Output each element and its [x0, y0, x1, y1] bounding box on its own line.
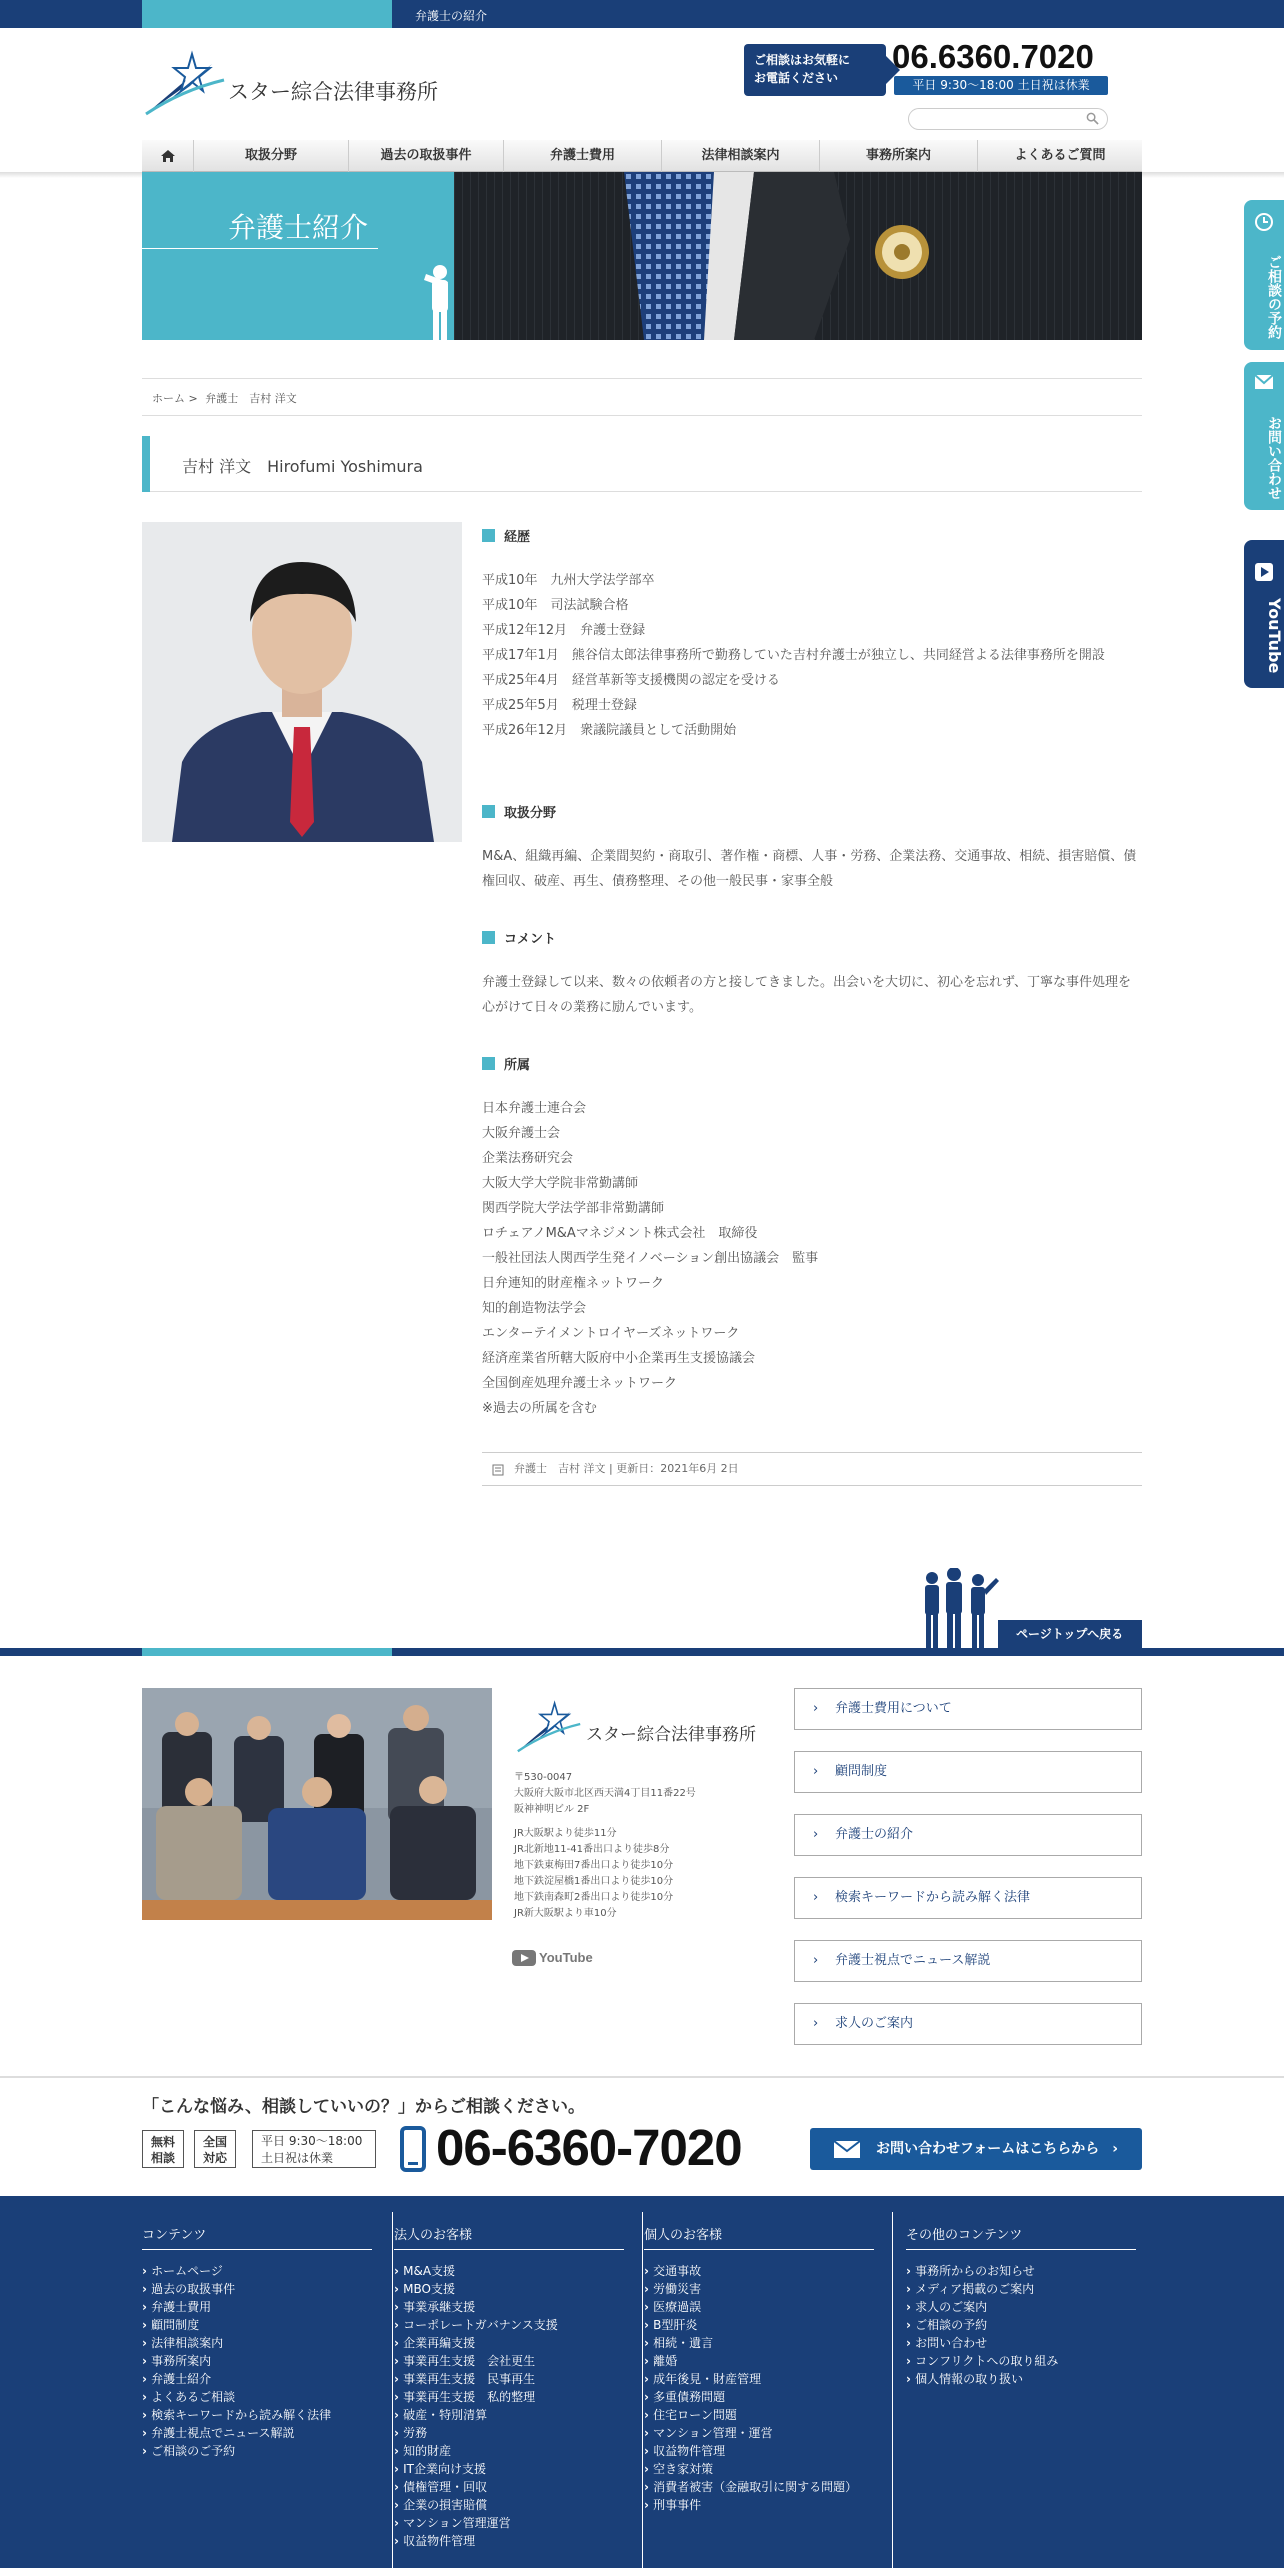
nav-home[interactable] [142, 140, 194, 172]
footer-nav-link[interactable]: › メディア掲載のご案内 [906, 2280, 1136, 2298]
lawyer-portrait [142, 522, 462, 842]
nav-office[interactable]: 事務所案内 [820, 140, 978, 172]
access-line: JR北新地11-41番出口より徒歩8分 [514, 1844, 670, 1855]
hours-line: 平日 9:30〜18:00 [261, 2134, 363, 2148]
tel-badge-line1: ご相談はお気軽に [754, 53, 851, 67]
affiliation-line: 知的創造物法学会 [482, 1301, 587, 1316]
section-career-body [482, 568, 1142, 743]
affiliation-line: エンターテイメントロイヤーズネットワーク [482, 1326, 740, 1341]
footer-nav-link[interactable]: › ご相談のご予約 [142, 2442, 372, 2460]
affiliation-line: 企業法務研究会 [482, 1151, 574, 1166]
breadcrumb-current: 弁護士 吉村 洋文 [205, 392, 297, 405]
section-career-heading [482, 526, 530, 545]
access-line: 地下鉄東梅田7番出口より徒歩10分 [514, 1860, 674, 1871]
footer-link-news[interactable] [794, 1940, 1142, 1982]
page-top-button[interactable]: ページトップへ戻る [998, 1620, 1142, 1648]
section-career-title: 経歴 [504, 530, 531, 545]
footer-link-lawyers[interactable] [794, 1814, 1142, 1856]
chevron-right-icon: › [813, 1890, 819, 1905]
nav-consultation[interactable]: 法律相談案内 [662, 140, 820, 172]
footer-nav-link[interactable]: › 事業再生支援 会社更生 [394, 2352, 624, 2370]
section-marker [482, 931, 495, 944]
team-photo [142, 1688, 492, 1920]
site-logo[interactable] [142, 50, 442, 120]
footer-nav-link[interactable]: › 事務所案内 [142, 2352, 372, 2370]
footer-nav-link[interactable]: › 知的財産 [394, 2442, 624, 2460]
smartphone-icon [400, 2126, 426, 2172]
play-icon [1254, 562, 1274, 582]
career-line: 平成25年5月 税理士登録 [482, 698, 637, 713]
suit-lapel-image [454, 172, 1142, 340]
access-line: JR大阪駅より徒歩11分 [514, 1828, 617, 1839]
footer-link-keywords[interactable] [794, 1877, 1142, 1919]
global-nav [142, 140, 1142, 172]
footer-logo[interactable] [514, 1700, 774, 1756]
top-bar-accent [142, 0, 392, 28]
address-line [514, 1818, 696, 1826]
affiliation-line: 関西学院大学法学部非常勤講師 [482, 1201, 665, 1216]
contact-form-button-label: お問い合わせフォームはこちらから [876, 2141, 1100, 2157]
career-line: 平成25年4月 経営革新等支援機関の認定を受ける [482, 673, 780, 688]
footer-nav-link[interactable]: › 消費者被害（金融取引に関する問題） [644, 2478, 874, 2496]
logo-text: スター綜合法律事務所 [228, 80, 438, 104]
consult-divider [0, 2076, 1284, 2078]
footer-nav-column-title: コンテンツ [142, 2224, 372, 2250]
lawyer-name-heading [142, 436, 1142, 492]
footer-nav-column-title: その他のコンテンツ [906, 2224, 1136, 2250]
footer-nav-column-contents [142, 2224, 372, 2460]
footer-nav-column-other [906, 2224, 1136, 2388]
section-affiliation-title: 所属 [504, 1058, 531, 1073]
section-comment-heading [482, 928, 556, 947]
career-line: 平成10年 九州大学法学部卒 [482, 573, 655, 588]
team-photo-image [142, 1688, 492, 1920]
footer-nav-link[interactable]: › 収益物件管理 [644, 2442, 874, 2460]
section-practice-heading [482, 802, 556, 821]
footer-nav-link[interactable]: › IT企業向け支援 [394, 2460, 624, 2478]
post-meta [482, 1452, 1142, 1486]
affiliation-line: 全国倒産処理弁護士ネットワーク [482, 1376, 678, 1391]
youtube-label: YouTube [539, 1950, 593, 1965]
footer-nav-link[interactable]: › 事業承継支援 [394, 2298, 624, 2316]
banner-title-panel [142, 172, 454, 340]
footer-nav-link[interactable]: › ご相談の予約 [906, 2316, 1136, 2334]
footer-nav-link[interactable]: › 離婚 [644, 2352, 874, 2370]
side-tab-reservation-label: ご相談の予約 [1266, 255, 1282, 339]
footer-nav-link[interactable]: › M&A支援 [394, 2262, 624, 2280]
footer-nav-link[interactable]: › コーポレートガバナンス支援 [394, 2316, 624, 2334]
footer-nav-link[interactable]: › 過去の取扱事件 [142, 2280, 372, 2298]
breadcrumb [152, 390, 297, 406]
mail-icon [1254, 374, 1274, 390]
hours-line: 土日祝は休業 [261, 2151, 334, 2165]
footer-nav-column-title: 個人のお客様 [644, 2224, 874, 2250]
chevron-right-icon: › [813, 1953, 819, 1968]
footer-nav-link[interactable]: › 個人情報の取り扱い [906, 2370, 1136, 2388]
chevron-right-icon: › [813, 1764, 819, 1779]
footer-nav-column-title: 法人のお客様 [394, 2224, 624, 2250]
banner-suit-photo [454, 172, 1142, 340]
footer-link-label: 求人のご案内 [835, 2016, 914, 2031]
footer-nav-link[interactable]: › 空き家対策 [644, 2460, 874, 2478]
clock-icon [1254, 212, 1274, 232]
footer-nav-link[interactable]: › 弁護士紹介 [142, 2370, 372, 2388]
footer-nav-link[interactable]: › 事業再生支援 民事再生 [394, 2370, 624, 2388]
footer-nav-separator [642, 2212, 643, 2568]
footer-nav-link[interactable]: › ホームページ [142, 2262, 372, 2280]
affiliation-line: 大阪大学大学院非常勤講師 [482, 1176, 639, 1191]
lawyer-name: 吉村 洋文 Hirofumi Yoshimura [182, 457, 423, 476]
chevron-right-icon: › [813, 1827, 819, 1842]
footer-address [514, 1770, 696, 1922]
footer-nav-link[interactable]: › 債権管理・回収 [394, 2478, 624, 2496]
career-line: 平成17年1月 熊谷信太郎法律事務所で勤務していた吉村弁護士が独立し、共同経営よる法律事務所を開設 [482, 648, 1105, 663]
badge-line: 全国 [202, 2135, 227, 2149]
mail-icon [834, 2141, 860, 2158]
free-consult-badge [142, 2130, 184, 2168]
footer-link-label: 検索キーワードから読み解く法律 [835, 1890, 1031, 1905]
badge-line: 相談 [150, 2151, 175, 2165]
footer-link-fees[interactable] [794, 1688, 1142, 1730]
affiliation-line: ※過去の所属を含む [482, 1401, 597, 1416]
chevron-right-icon: › [813, 2016, 819, 2031]
section-comment-body: 弁護士登録して以来、数々の依頼者の方と接してきました。出会いを大切に、初心を忘れず、丁寧な事件処理を心がけて日々の業務に励んでいます。 [482, 975, 1131, 1015]
footer-nav-column-individual [644, 2224, 874, 2514]
banner-divider [142, 248, 378, 249]
section-practice-body: M&A、組織再編、企業間契約・商取引、著作権・商標、人事・労務、企業法務、交通事故、相続、損害賠償、債権回収、破産、再生、債務整理、その他一般民事・家事全般 [482, 849, 1137, 889]
footer-nav-link[interactable]: › 多重債務問題 [644, 2388, 874, 2406]
footer-nav-link[interactable]: › 顧問制度 [142, 2316, 372, 2334]
chevron-right-icon: › [813, 1701, 819, 1716]
section-marker [482, 805, 495, 818]
nationwide-badge [194, 2130, 236, 2168]
nav-fees[interactable]: 弁護士費用 [504, 140, 662, 172]
footer-link-label: 弁護士の紹介 [835, 1827, 914, 1842]
footer-nav-list [394, 2262, 624, 2550]
tel-badge [744, 44, 886, 96]
career-line: 平成12年12月 弁護士登録 [482, 623, 646, 638]
footer-nav-link[interactable]: › 労務 [394, 2424, 624, 2442]
youtube-icon [512, 1950, 536, 1966]
footer-nav-link[interactable]: › コンフリクトへの取り組み [906, 2352, 1136, 2370]
footer-nav-link[interactable]: › 住宅ローン問題 [644, 2406, 874, 2424]
contact-form-button[interactable] [810, 2128, 1142, 2170]
footer-nav-link[interactable]: › MBO支援 [394, 2280, 624, 2298]
footer-logo-text: スター綜合法律事務所 [586, 1725, 756, 1745]
access-line: 地下鉄淀屋橋1番出口より徒歩10分 [514, 1876, 674, 1887]
portrait-image [142, 522, 462, 842]
affiliation-line: 大阪弁護士会 [482, 1126, 561, 1141]
footer-nav-link[interactable]: › 弁護士視点でニュース解説 [142, 2424, 372, 2442]
people-silhouette-icon [920, 1568, 1000, 1650]
footer-nav-link[interactable]: › 求人のご案内 [906, 2298, 1136, 2316]
search-icon[interactable] [1086, 112, 1099, 125]
footer-nav-list [142, 2262, 372, 2460]
footer-nav-link[interactable]: › 労働災害 [644, 2280, 874, 2298]
section-comment-title: コメント [504, 932, 557, 947]
nav-faq[interactable]: よくあるご質問 [1014, 148, 1106, 163]
footer-nav-link[interactable]: › 交通事故 [644, 2262, 874, 2280]
footer-nav-link[interactable]: › 企業の損害賠償 [394, 2496, 624, 2514]
access-line: JR新大阪駅より車10分 [514, 1908, 617, 1919]
document-icon [492, 1464, 504, 1476]
address-line: 大阪府大阪市北区西天満4丁目11番22号 [514, 1788, 696, 1799]
footer-nav-separator [892, 2212, 893, 2568]
access-line: 地下鉄南森町2番出口より徒歩10分 [514, 1892, 674, 1903]
footer-nav-link[interactable]: › 破産・特別清算 [394, 2406, 624, 2424]
footer-nav-list [644, 2262, 874, 2514]
footer-nav-link[interactable]: › 刑事事件 [644, 2496, 874, 2514]
chevron-right-icon: › [1112, 2141, 1118, 2157]
section-affiliation-body [482, 1096, 1142, 1421]
heading-accent-bar [142, 436, 150, 492]
address-line: 阪神神明ビル 2F [514, 1804, 590, 1815]
footer-nav-column-corporate [394, 2224, 624, 2550]
nav-practice-areas[interactable]: 取扱分野 [194, 140, 349, 172]
header-phone-number[interactable]: 06.6360.7020 [892, 38, 1094, 75]
footer-link-label: 顧問制度 [835, 1764, 888, 1779]
breadcrumb-home-link[interactable]: ホーム [152, 392, 185, 405]
side-tab-contact-label: お問い合わせ [1266, 416, 1282, 500]
section-marker [482, 1057, 495, 1070]
footer-nav-link[interactable]: › 事業再生支援 私的整理 [394, 2388, 624, 2406]
footer-nav-link[interactable]: › よくあるご相談 [142, 2388, 372, 2406]
affiliation-line: 日弁連知的財産権ネットワーク [482, 1276, 665, 1291]
footer-nav-link[interactable]: › お問い合わせ [906, 2334, 1136, 2352]
footer-link-recruit[interactable] [794, 2003, 1142, 2045]
footer-link-label: 弁護士視点でニュース解説 [835, 1953, 991, 1968]
badge-line: 無料 [150, 2135, 175, 2149]
section-practice-title: 取扱分野 [504, 806, 557, 821]
footer-top-bar-accent [142, 1648, 392, 1656]
star-logo-icon [514, 1700, 584, 1756]
banner-title: 弁護士紹介 [227, 211, 368, 244]
footer-nav-list [906, 2262, 1136, 2388]
top-bar-text: 弁護士の紹介 [415, 9, 488, 23]
tel-badge-line2: お電話ください [754, 71, 839, 85]
consult-hours [252, 2130, 376, 2168]
post-meta-text: 弁護士 吉村 洋文 | 更新日：2021年6月 2日 [514, 1462, 739, 1475]
section-affiliation-heading [482, 1054, 530, 1073]
footer-nav-link[interactable]: › 事務所からのお知らせ [906, 2262, 1136, 2280]
footer-link-advisory[interactable] [794, 1751, 1142, 1793]
section-marker [482, 529, 495, 542]
consult-phone-number[interactable]: 06-6360-7020 [436, 2119, 742, 2176]
footer-nav-link[interactable]: › 医療過誤 [644, 2298, 874, 2316]
affiliation-line: 経済産業省所轄大阪府中小企業再生支援協議会 [482, 1351, 756, 1366]
affiliation-line: 日本弁護士連合会 [482, 1101, 587, 1116]
footer-nav-separator [392, 2212, 393, 2568]
footer-nav-link[interactable]: › マンション管理運営 [394, 2514, 624, 2532]
youtube-logo-link[interactable] [512, 1948, 593, 1968]
footer-nav-link[interactable]: › 相続・遺言 [644, 2334, 874, 2352]
search-input[interactable] [908, 108, 1108, 130]
address-line: 〒530-0047 [514, 1772, 573, 1783]
footer-nav-link[interactable]: › B型肝炎 [644, 2316, 874, 2334]
badge-line: 対応 [202, 2151, 227, 2165]
footer-nav-link[interactable]: › 成年後見・財産管理 [644, 2370, 874, 2388]
consult-question: 「こんな悩み、相談していいの？」からご相談ください。 [142, 2097, 586, 2117]
nav-past-cases[interactable]: 過去の取扱事件 [349, 140, 504, 172]
header-business-hours: 平日 9:30〜18:00 土日祝は休業 [894, 76, 1108, 95]
footer-nav-link[interactable]: › 企業再編支援 [394, 2334, 624, 2352]
footer-nav-link[interactable]: › 法律相談案内 [142, 2334, 372, 2352]
footer-nav-link[interactable]: › 弁護士費用 [142, 2298, 372, 2316]
career-line: 平成26年12月 衆議院議員として活動開始 [482, 723, 737, 738]
affiliation-line: 一般社団法人関西学生発イノベーション創出協議会 監事 [482, 1251, 819, 1266]
career-line: 平成10年 司法試験合格 [482, 598, 629, 613]
side-tab-youtube-label: YouTube [1265, 598, 1284, 674]
breadcrumb-separator: > [188, 392, 198, 405]
footer-nav-link[interactable]: › 検索キーワードから読み解く法律 [142, 2406, 372, 2424]
footer-link-label: 弁護士費用について [835, 1701, 952, 1716]
footer-nav-link[interactable]: › 収益物件管理 [394, 2532, 624, 2550]
footer-nav-link[interactable]: › マンション管理・運営 [644, 2424, 874, 2442]
affiliation-line: ロチェアノM&Aマネジメント株式会社 取締役 [482, 1226, 758, 1241]
home-icon [160, 149, 176, 163]
star-logo-icon [142, 50, 228, 120]
